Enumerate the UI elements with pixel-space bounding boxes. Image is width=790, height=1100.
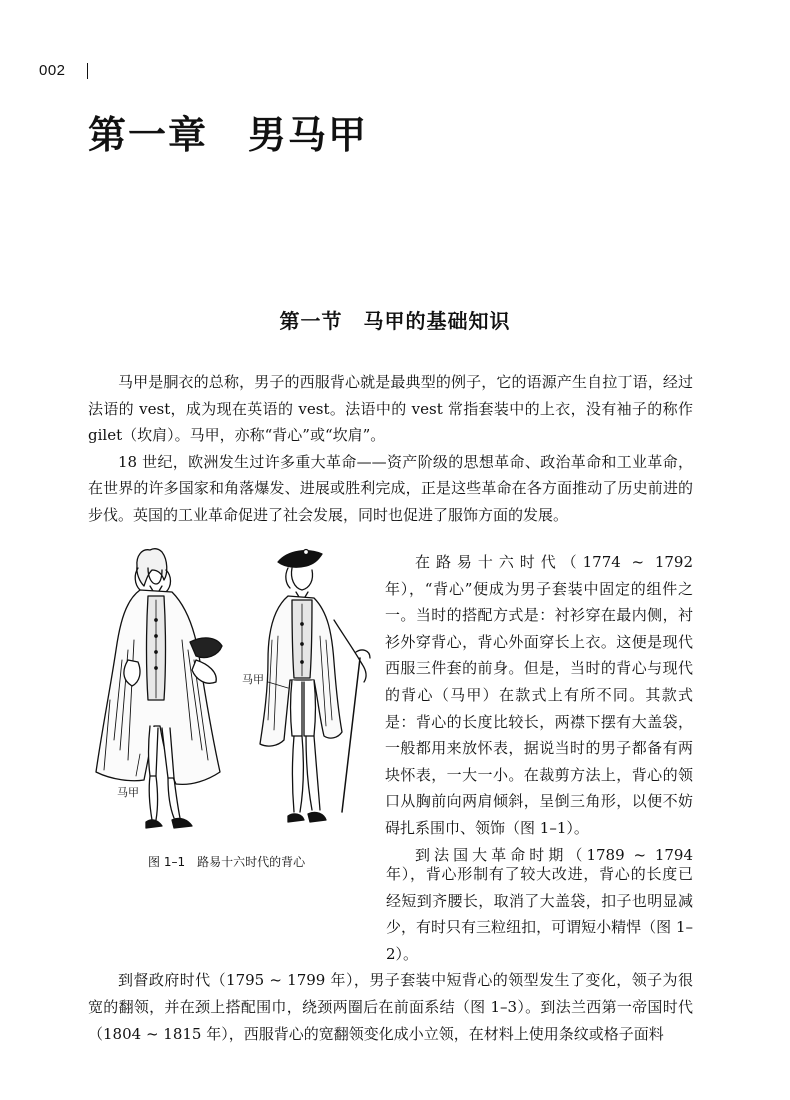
- figure-label-vest-left: 马甲: [117, 786, 139, 799]
- section-title: 第一节 马甲的基础知识: [279, 309, 511, 333]
- figure-label-vest-right: 马甲: [242, 673, 264, 686]
- body-text-bottom: [88, 861, 693, 1047]
- body-text-top: [88, 369, 693, 529]
- paragraph-continuation: 年），背心形制有了较大改进，背心的长度已经短到齐腰长，取消了大盖袋，扣子也明显减少，有时只有三粒纽扣，可谓短小精悍（图 1–2）。: [386, 865, 693, 963]
- chapter-title: 第一章 男马甲: [88, 112, 369, 157]
- paragraph: 马甲是胴衣的总称，男子的西服背心就是最典型的例子，它的语源产生自拉丁语，经过法语的 vest，成为现在英语的 vest。法语中的 vest 常指套装中的上衣，没有袖子的称作 gilet（坎肩）。马甲，亦称“背心”或“坎肩”。: [88, 373, 693, 445]
- left-figure-drawing: [96, 549, 222, 828]
- body-text-right-column: [385, 549, 693, 868]
- paragraph: 到法国大革命时期（1789 ~ 1794: [415, 845, 693, 864]
- figure-louis-xvi-vests: [92, 540, 384, 840]
- paragraph: 在路易十六时代（1774 ~ 1792 年），“背心”便成为男子套装中固定的组件之一。当时的搭配方式是：衬衫穿在最内侧，衬衫外穿背心，背心外面穿长上衣。这便是现代西服三件套的前身。但是，当时的背心与现代的背心（马甲）在款式上有所不同。其款式是：背心的长度比较长，两襟下摆有大盖袋，一般都用来放怀表，据说当时的男子都备有两块怀表，一大一小。在裁剪方法上，背心的领口从胸前向两肩倾斜，呈倒三角形，以便不妨碍扎系围巾、领饰（图 1–1）。: [385, 553, 693, 837]
- page-number: 002: [39, 62, 66, 79]
- paragraph: 18 世纪，欧洲发生过许多重大革命——资产阶级的思想革命、政治革命和工业革命，在世界的许多国家和角落爆发、进展或胜利完成，正是这些革命在各方面推动了历史前进的步伐。英国的工业革命促进了社会发展，同时也促进了服饰方面的发展。: [88, 452, 693, 524]
- right-figure-drawing: [260, 550, 370, 823]
- figure-caption: 图 1–1 路易十六时代的背心: [148, 855, 306, 869]
- page-number-divider: [87, 63, 88, 79]
- paragraph: 到督政府时代（1795 ~ 1799 年），男子套装中短背心的领型发生了变化，领子为很宽的翻领，并在颈上搭配围巾，绕颈两圈后在前面系结（图 1–3）。到法兰西第一帝国时代（1804 ~ 1815 年），西服背心的宽翻领变化成小立领，在材料上使用条纹或格子面料: [88, 971, 693, 1043]
